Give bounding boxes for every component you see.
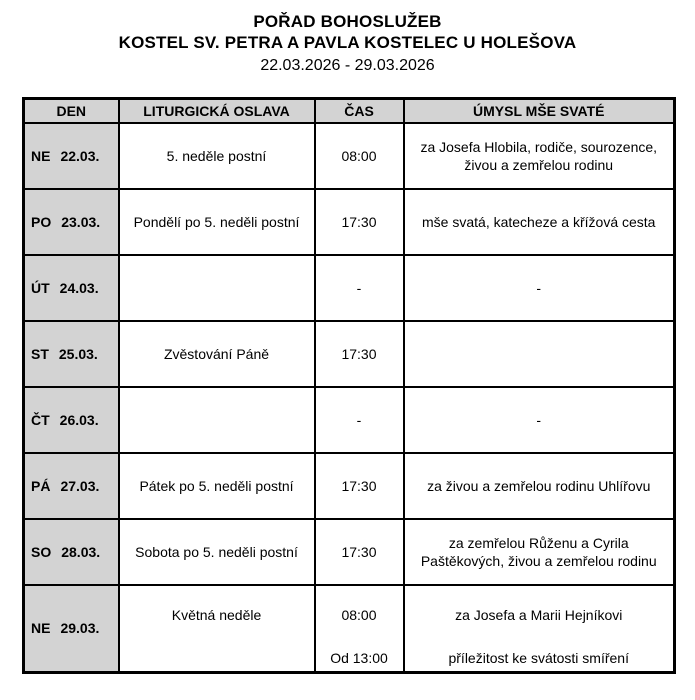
day-abbr: NE: [31, 620, 51, 637]
time-cell: [315, 387, 404, 453]
table-row: [24, 387, 675, 453]
time-cell-text: 17:30: [341, 543, 377, 560]
page-title: POŘAD BOHOSLUŽEB: [253, 12, 442, 31]
celebration-cell-text: Květná neděle: [171, 607, 262, 624]
table-row: [24, 123, 675, 189]
day-abbr: PO: [31, 213, 52, 230]
table-row: [24, 453, 675, 519]
day-date: 27.03.: [60, 477, 100, 494]
celebration-cell: [119, 387, 315, 453]
intention-cell: [404, 585, 675, 673]
schedule-body: [24, 123, 675, 673]
intention-cell-text: mše svatá, katecheze a křížová cesta: [422, 213, 656, 230]
date-range: 22.03.2026 - 29.03.2026: [260, 57, 435, 74]
intention-cell-text: za Josefa Hlobila, rodiče, sourozence, živou a zemřelou rodinu: [420, 138, 658, 173]
day-date: 25.03.: [58, 345, 98, 362]
time-cell: [315, 519, 404, 585]
celebration-cell: [119, 585, 315, 673]
day-cell: [24, 519, 119, 585]
day-cell: [24, 585, 119, 673]
intention-cell: [404, 387, 675, 453]
celebration-cell-text: Zvěstování Páně: [163, 345, 270, 362]
intention-cell-late-text: příležitost ke svátosti smíření: [448, 650, 629, 667]
time-cell-text: -: [356, 411, 362, 428]
time-cell: [315, 321, 404, 387]
celebration-cell: [119, 519, 315, 585]
title-block: [0, 0, 695, 76]
day-cell: [24, 387, 119, 453]
day-cell: [24, 321, 119, 387]
celebration-cell: [119, 453, 315, 519]
celebration-cell: [119, 189, 315, 255]
day-cell: [24, 123, 119, 189]
time-cell-late-text: Od 13:00: [330, 650, 388, 667]
day-abbr: ST: [31, 345, 49, 362]
header-row: [24, 99, 675, 123]
day-date: 22.03.: [60, 147, 100, 164]
time-cell: [315, 585, 404, 673]
table-row: [24, 321, 675, 387]
day-cell: [24, 453, 119, 519]
table-row: [24, 519, 675, 585]
intention-cell-text: za živou a zemřelou rodinu Uhlířovu: [427, 477, 651, 494]
intention-cell-text: -: [536, 411, 542, 428]
day-cell: [24, 255, 119, 321]
intention-cell-stack: [413, 586, 666, 670]
intention-cell: [404, 519, 675, 585]
celebration-cell: [119, 321, 315, 387]
column-header-mass-intention: ÚMYSL MŠE SVATÉ: [404, 99, 675, 123]
day-date: 23.03.: [61, 213, 101, 230]
celebration-cell-text: Sobota po 5. neděli postní: [135, 543, 298, 560]
time-cell-text: -: [356, 279, 362, 296]
day-date: 24.03.: [59, 279, 99, 296]
day-abbr: PÁ: [31, 477, 51, 494]
time-cell-stack: [324, 586, 395, 670]
intention-cell-text: za zemřelou Růženu a Cyrila Paštěkových, živou a zemřelou rodinu: [420, 534, 657, 569]
day-date: 29.03.: [60, 620, 100, 637]
celebration-cell-text: Pátek po 5. neděli postní: [139, 477, 294, 494]
celebration-cell-stack: [128, 586, 306, 670]
day-date: 28.03.: [61, 543, 101, 560]
column-header-time: ČAS: [315, 99, 404, 123]
table-row: [24, 189, 675, 255]
time-cell: [315, 255, 404, 321]
intention-cell: [404, 321, 675, 387]
time-cell-text: 17:30: [341, 477, 377, 494]
celebration-cell: [119, 123, 315, 189]
day-abbr: ČT: [31, 411, 50, 428]
intention-cell: [404, 255, 675, 321]
celebration-cell-text: Pondělí po 5. neděli postní: [133, 213, 300, 230]
time-cell-text: 17:30: [341, 213, 377, 230]
table-row: [24, 255, 675, 321]
time-cell-text: 08:00: [341, 607, 377, 624]
schedule-table: [22, 97, 676, 674]
day-date: 26.03.: [59, 411, 99, 428]
intention-cell: [404, 189, 675, 255]
time-cell: [315, 123, 404, 189]
intention-cell: [404, 453, 675, 519]
celebration-cell-text: 5. neděle postní: [166, 147, 267, 164]
day-abbr: SO: [31, 543, 52, 560]
celebration-cell: [119, 255, 315, 321]
day-abbr: ÚT: [31, 279, 50, 296]
time-cell: [315, 453, 404, 519]
celebration-cell-late-text: [128, 644, 306, 670]
intention-cell-text: -: [536, 279, 542, 296]
church-name: KOSTEL SV. PETRA A PAVLA KOSTELEC U HOLEŠOVA: [118, 33, 577, 52]
day-cell: [24, 189, 119, 255]
intention-cell-text: za Josefa a Marii Hejníkovi: [455, 607, 623, 624]
time-cell: [315, 189, 404, 255]
day-abbr: NE: [31, 147, 51, 164]
table-row: [24, 585, 675, 673]
time-cell-text: 08:00: [341, 147, 377, 164]
column-header-liturgical-celebration: LITURGICKÁ OSLAVA: [119, 99, 315, 123]
intention-cell: [404, 123, 675, 189]
column-header-den: DEN: [24, 99, 119, 123]
time-cell-text: 17:30: [341, 345, 377, 362]
